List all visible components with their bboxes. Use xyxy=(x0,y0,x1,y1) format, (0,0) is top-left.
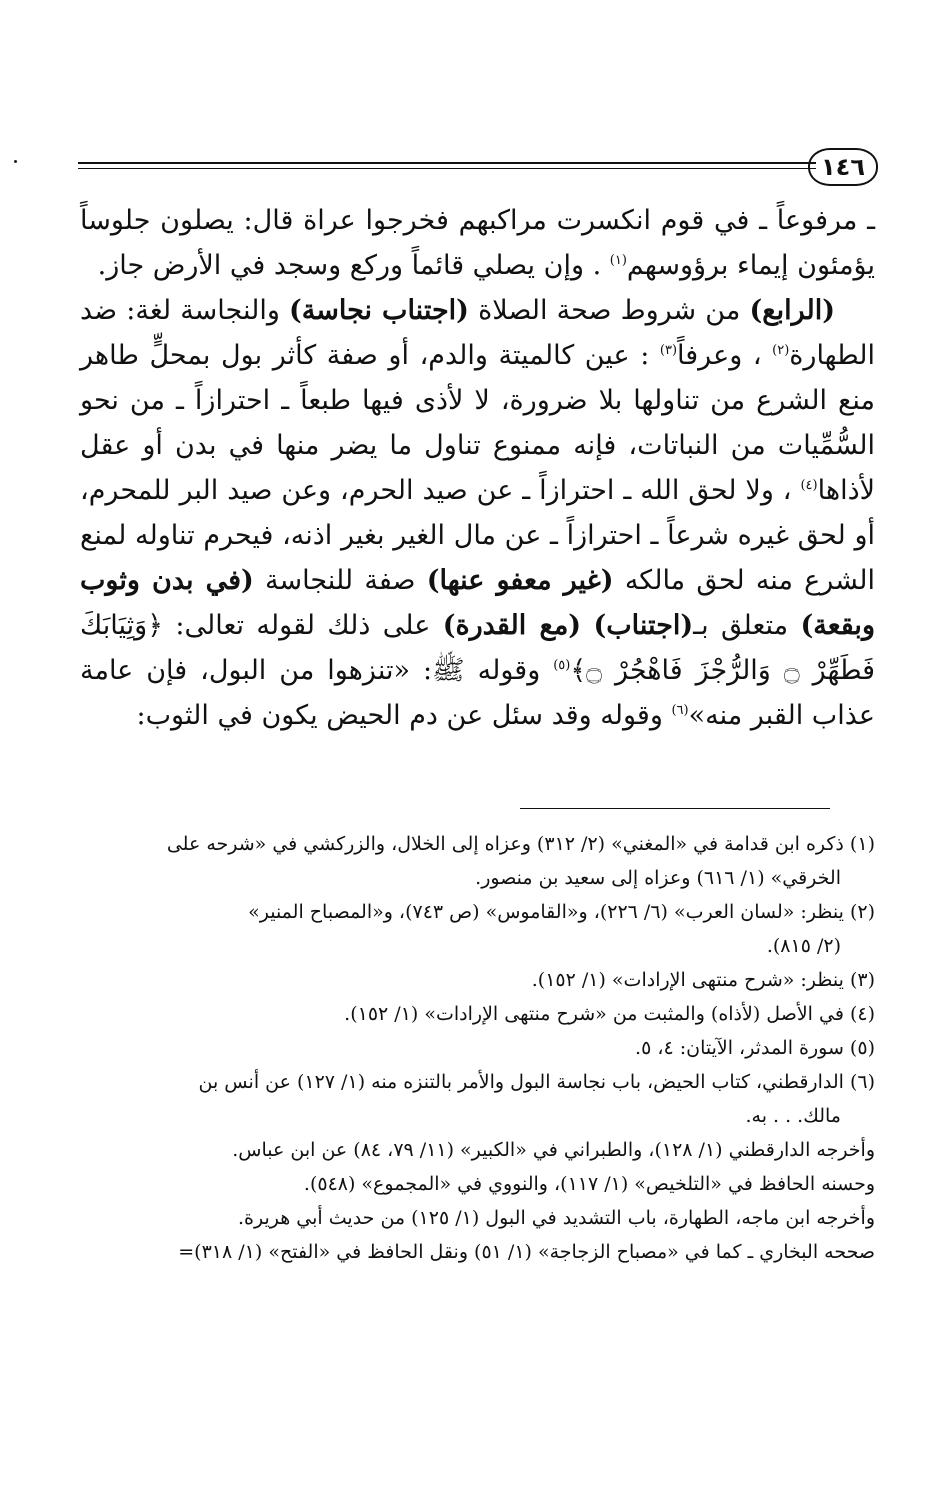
term-body-garment-place: (في بدن وثوب وبقعة) xyxy=(80,565,875,641)
footnote-6-extra-4 xyxy=(80,1236,875,1268)
heading-fourth: (الرابع) xyxy=(749,295,836,326)
footnote-6-cont xyxy=(80,1100,875,1132)
footnote-5 xyxy=(80,1032,875,1064)
footnote-2-line-1: (٢) ينظر: «لسان العرب» (٦/ ٢٢٦)، و«القاموس» (ص ٧٤٣)، و«المصباح المنير» xyxy=(248,901,875,923)
footnotes xyxy=(80,828,875,1270)
footnote-6-extra-2 xyxy=(80,1168,875,1200)
footnote-6-line-4: وحسنه الحافظ في «التلخيص» (١/ ١١٧)، والنووي في «المجموع» (٥٤٨). xyxy=(303,1173,875,1195)
footnote-1-cont xyxy=(80,862,875,894)
footnote-6-extra-3 xyxy=(80,1202,875,1234)
footnote-6-line-3: وأخرجه الدارقطني (١/ ١٢٨)، والطبراني في «الكبير» (١١/ ٧٩، ٨٤) عن ابن عباس. xyxy=(232,1139,875,1161)
p2-text-b: من شروط صحة الصلاة xyxy=(468,295,750,326)
footnote-6-extra-1 xyxy=(80,1134,875,1166)
term-with-ability: (مع القدرة) xyxy=(442,610,582,641)
footnote-ref-3[interactable]: (٣) xyxy=(659,343,678,358)
footnote-ref-4[interactable]: (٤) xyxy=(800,478,818,493)
p1-tail: . وإن يصلي قائماً وركع وسجد في الأرض جاز. xyxy=(97,250,610,281)
paragraph-1 xyxy=(80,198,875,288)
paragraph-2 xyxy=(80,288,875,738)
p1-text: ـ مرفوعاً ـ في قوم انكسرت مراكبهم فخرجوا عراة قال: يصلون جلوساً يؤمئون إيماء برؤوسهم xyxy=(80,205,875,281)
stray-mark xyxy=(14,160,17,163)
term-not-excused: (غير معفو عنها) xyxy=(426,565,614,596)
footnote-ref-5[interactable]: (٥) xyxy=(553,658,571,673)
header-rule-thin xyxy=(78,168,816,169)
hadith-text: وقوله ﷺ: «تنزهوا من البول، فإن عامة عذاب القبر منه» xyxy=(80,655,875,731)
p2-text-m xyxy=(581,610,593,641)
term-avoid-impurity: (اجتناب نجاسة) xyxy=(289,295,469,326)
footnote-4-text: (٤) في الأصل (لأذاه) والمثبت من «شرح منتهى الإرادات» (١/ ١٥٢). xyxy=(344,1003,875,1025)
footnote-3 xyxy=(80,964,875,996)
page-number: ١٤٦ xyxy=(808,148,878,186)
footnote-6 xyxy=(80,1066,875,1098)
main-text xyxy=(80,198,875,738)
footnote-5-text: (٥) سورة المدثر، الآيتان: ٤، ٥. xyxy=(635,1037,875,1059)
footnote-6-line-2: مالك. . . به. xyxy=(745,1105,841,1127)
footnote-6-line-1: (٦) الدارقطني، كتاب الحيض، باب نجاسة البول والأمر بالتنزه منه (١/ ١٢٧) عن أنس بن xyxy=(198,1071,875,1093)
p2-text-g: ، ولا لحق الله ـ احترازاً ـ عن صيد الحرم، وعن صيد البر للمحرم، أو لحق غيره شرعاً ـ احترازاً ـ عن مال الغير بغير اذنه، فيحرم تناوله لمنع الشرع منه لحق مالكه xyxy=(80,475,875,596)
page-header xyxy=(78,146,878,186)
p2-text-f: : عين كالميتة والدم، أو صفة كأثر بول بمحلٍّ طاهر منع الشرع من تناولها بلا ضرورة، لا لأذى فيها طبعاً ـ احترازاً ـ من نحو السُّمِّيات من النباتات، فإنه ممنوع تناول ما يضر منها في بدن أو عقل لأذاها xyxy=(80,340,875,506)
footnote-1-line-2: الخرقي» (١/ ٦١٦) وعزاه إلى سعيد بن منصور. xyxy=(475,867,841,889)
footnote-6-line-6: صححه البخاري ـ كما في «مصباح الزجاجة» (١/ ٥١) ونقل الحافظ في «الفتح» (١/ ٣١٨)= xyxy=(178,1241,875,1263)
footnote-2-cont xyxy=(80,930,875,962)
term-avoidance: (اجتناب) xyxy=(593,610,694,641)
footnote-2-line-2: (٢/ ٨١٥). xyxy=(766,935,841,957)
footnote-2 xyxy=(80,896,875,928)
quran-verse: على ذلك لقوله تعالى: ﴿وَثِيَابَكَ فَطَهِّرْ ۝ وَالرُّجْزَ فَاهْجُرْ ۝﴾ xyxy=(80,610,875,686)
footnote-ref-1[interactable]: (١) xyxy=(609,253,627,268)
footnote-separator xyxy=(520,808,830,809)
footnote-6-line-5: وأخرجه ابن ماجه، الطهارة، باب التشديد في البول (١/ ١٢٥) من حديث أبي هريرة. xyxy=(238,1207,875,1229)
footnote-1-line-1: (١) ذكره ابن قدامة في «المغني» (٢/ ٣١٢) وعزاه إلى الخلال، والزركشي في «شرحه على xyxy=(166,833,875,855)
footnote-3-text: (٣) ينظر: «شرح منتهى الإرادات» (١/ ١٥٢). xyxy=(531,969,875,991)
header-rule-thick xyxy=(78,162,816,164)
footnote-1 xyxy=(80,828,875,860)
footnote-ref-6[interactable]: (٦) xyxy=(671,703,689,718)
p2-text-e: ، وعرفاً xyxy=(677,340,773,371)
footnote-4 xyxy=(80,998,875,1030)
footnote-ref-2[interactable]: (٢) xyxy=(772,343,790,358)
p2-text-q: وقوله وقد سئل عن دم الحيض يكون في الثوب: xyxy=(136,700,672,731)
p2-text-i: صفة للنجاسة xyxy=(253,565,427,596)
p2-text-d: والنجاسة لغة: ضد الطهارة xyxy=(80,295,875,371)
p2-text-k: متعلق بـ xyxy=(693,610,801,641)
